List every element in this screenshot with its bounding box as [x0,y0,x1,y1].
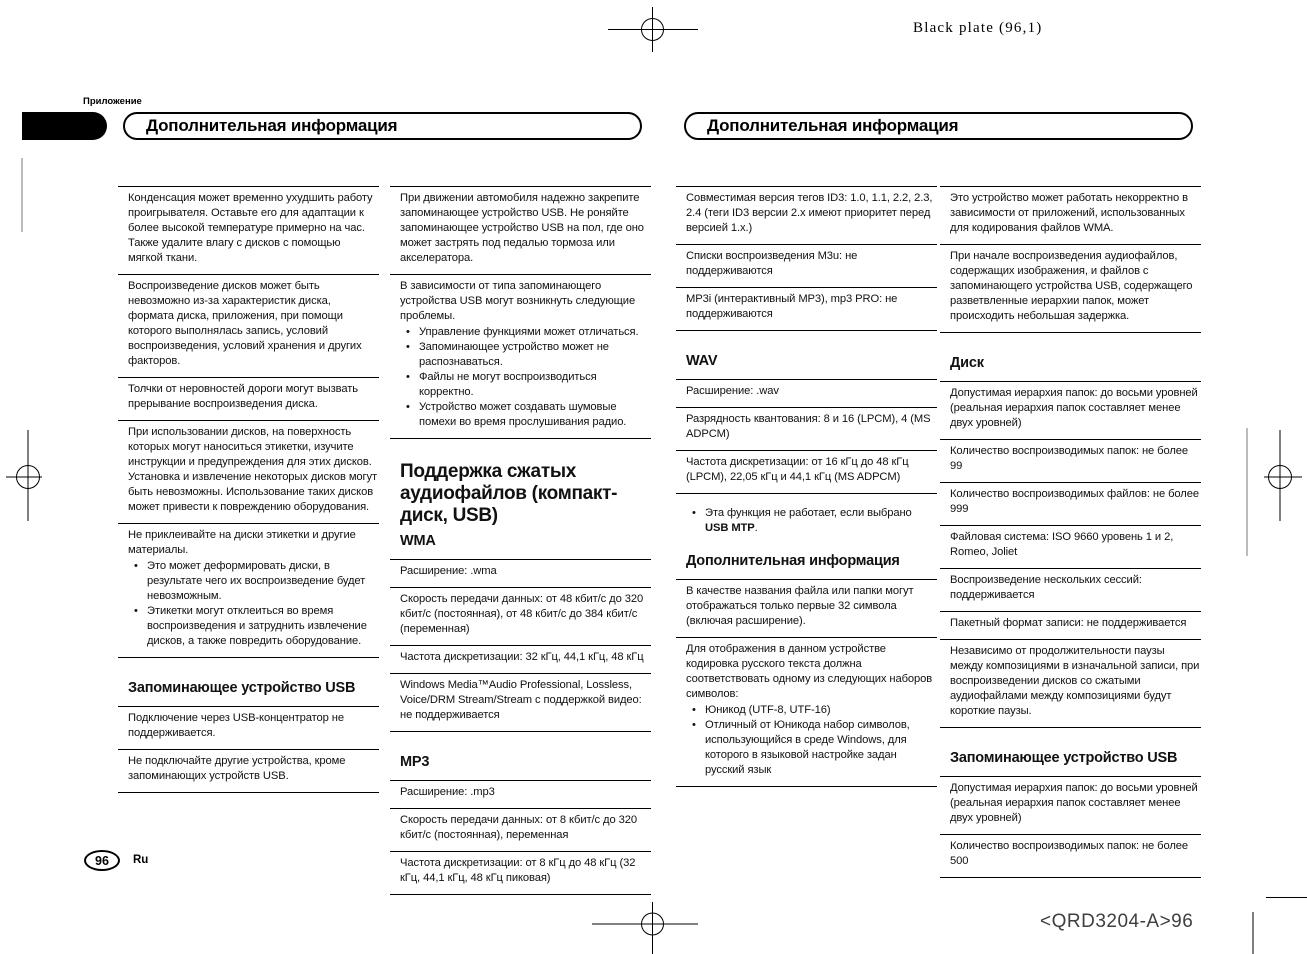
bullet-item: • Запоминающее устройство может не распознаваться. [400,340,650,370]
spec-cell [940,834,1201,878]
plate-note: Black plate (96,1) [913,20,1043,36]
spec-cell [940,639,1201,728]
cell-text: Частота дискретизации: 32 кГц, 44,1 кГц, 48 кГц [400,651,644,663]
note-bullet: • Эта функция не работает, если выбрано USB MTP. [686,506,936,536]
crosshair-bottom-icon [592,902,698,954]
cell-text: Пакетный формат записи: не поддерживается [950,617,1187,629]
cell-text: Файловая система: ISO 9660 уровень 1 и 2, Romeo, Joliet [950,531,1174,558]
cell-text: Не приклеивайте на диски этикетки и другие материалы. [128,529,356,556]
spec-cell [118,749,379,793]
page-number-badge [84,850,120,871]
section-header-right [684,112,1193,140]
cell-text: Толчки от неровностей дороги могут вызвать прерывание воспроизведения диска. [128,383,358,410]
bullet-item: • Юникод (UTF-8, UTF-16) [686,703,936,718]
spec-cell [940,244,1201,333]
cell-text: Расширение: .mp3 [400,786,495,798]
spec-cell [940,525,1201,568]
cell-text: При движении автомобиля надежно закрепите запоминающее устройство USB. Не роняйте запоминающее устройство USB на пол, где оно может застрять под педалью тормоза или акселератора. [400,192,644,264]
cell-text: Скорость передачи данных: от 48 кбит/с до 320 кбит/с (постоянная), от 48 кбит/с до 384 кбит/с (переменная) [400,593,644,635]
sub-heading: Запоминающее устройство USB [950,750,1178,766]
cell-text: Это устройство может работать некорректно в зависимости от приложений, использованных для кодирования файлов WMA. [950,192,1188,234]
bullet-item: • Управление функциями может отличаться. [400,325,650,340]
spec-cell [940,568,1201,611]
cell-text: Частота дискретизации: от 8 кГц до 48 кГц (32 кГц, 44,1 кГц, 48 кГц пиковая) [400,857,636,884]
spec-cell [118,274,379,377]
cell-text: Допустимая иерархия папок: до восьми уровней (реальная иерархия папок составляет менее двух уровней) [950,387,1198,429]
spec-cell [390,673,651,732]
cell-text: Воспроизведение нескольких сессий: поддерживается [950,574,1142,601]
cell-text: В зависимости от типа запоминающего устройства USB могут возникнуть следующие проблемы. [400,280,636,322]
cell-text: Воспроизведение дисков может быть невозможно из-за характеристик диска, формата диска, приложения, при помощи которого выполнялась запись, условий воспроизведения, условий хранения и других факторов. [128,280,362,367]
bullet-item: • Устройство может создавать шумовые помехи во время прослушивания радио. [400,400,650,430]
bullet-item: • Это может деформировать диски, в результате чего их воспроизведение будет невозможным. [128,559,378,604]
spec-cell [390,274,651,439]
section-header-left [123,112,642,140]
spec-cell [940,381,1201,439]
bullet-item: • Отличный от Юникода набор символов, использующийся в среде Windows, для которого в языковой настройке задан русский язык [686,718,936,778]
column-3 [676,186,937,787]
column-1 [118,186,379,793]
spec-cell [390,780,651,808]
crosshair-top-icon [608,7,698,52]
spec-cell [390,645,651,673]
cell-text: Независимо от продолжительности паузы между композициями в изначальной записи, при воспроизведении дисков со сжатыми аудиофайлами между композициями будут короткие паузы. [950,645,1200,717]
appendix-tab [22,112,107,140]
cell-text: Windows Media™Audio Professional, Lossless, Voice/DRM Stream/Stream с поддержкой видео: не поддерживается [400,679,642,721]
sub-heading: Диск [950,355,984,371]
spec-cell [940,482,1201,525]
bullet-list [128,559,378,649]
crosshair-right-icon [1264,430,1302,521]
note [676,506,937,536]
spec-cell [676,379,937,407]
spec-cell [940,439,1201,482]
cell-text: Разрядность квантования: 8 и 16 (LPCM), 4 (MS ADPCM) [686,413,931,440]
cell-text: Расширение: .wav [686,385,779,397]
cell-text: Скорость передачи данных: от 8 кбит/с до 320 кбит/с (постоянная), переменная [400,814,637,841]
spec-cell [676,637,937,787]
cell-text: Совместимая версия тегов ID3: 1.0, 1.1, 2.2, 2.3, 2.4 (теги ID3 версии 2.x имеют приоритет перед версией 1.x.) [686,192,933,234]
cell-text: Подключение через USB-концентратор не поддерживается. [128,712,344,739]
spec-cell [676,407,937,450]
section-header-left-text: Дополнительная информация [146,116,398,135]
column-4 [940,186,1201,878]
cell-text: В качестве названия файла или папки могут отображаться только первые 32 символа (включая расширение). [686,585,914,627]
cell-text: Количество воспроизводимых папок: не более 500 [950,840,1189,867]
cell-text: Списки воспроизведения M3u: не поддерживаются [686,250,858,277]
spec-cell [940,611,1201,639]
spec-cell [676,244,937,287]
bullet-item: • Этикетки могут отклеиться во время воспроизведения и затруднить извлечение дисков, а также повредить оборудование. [128,604,378,649]
spec-cell [118,706,379,749]
cell-text: Количество воспроизводимых папок: не более 99 [950,445,1189,472]
cell-text: Расширение: .wma [400,565,497,577]
cell-text: MP3i (интерактивный MP3), mp3 PRO: не поддерживаются [686,293,898,320]
spec-cell [676,287,937,331]
spec-cell [390,851,651,895]
spec-cell [118,523,379,658]
appendix-tab-label: Приложение [83,96,142,107]
sub-heading: WAV [686,353,718,369]
cell-text: Конденсация может временно ухудшить работу проигрывателя. Оставьте его для адаптации к более высокой температуре примерно на час. Также удалите влагу с дисков с помощью мягкой ткани. [128,192,373,264]
crosshair-left-icon [6,430,42,521]
section-header-right-text: Дополнительная информация [707,116,959,135]
plate-code: <QRD3204-A>96 [1040,911,1194,932]
corner-marks [1253,898,1307,954]
spec-cell [676,450,937,494]
sub-heading: Дополнительная информация [686,553,900,569]
spec-cell [940,776,1201,834]
cell-text: Частота дискретизации: от 16 кГц до 48 кГц (LPCM), 22,05 кГц и 44,1 кГц (MS ADPCM) [686,456,909,483]
spec-cell [390,808,651,851]
cell-text: Количество воспроизводимых файлов: не более 999 [950,488,1199,515]
sub-heading: WMA [400,533,436,549]
spec-cell [676,186,937,244]
spec-cell [940,186,1201,244]
bullet-list [400,325,650,430]
spec-cell [118,420,379,523]
bullet-item: • Файлы не могут воспроизводиться корректно. [400,370,650,400]
spec-cell [676,579,937,637]
spec-cell [118,377,379,420]
spec-cell [390,587,651,645]
cell-text: Допустимая иерархия папок: до восьми уровней (реальная иерархия папок составляет менее двух уровней) [950,782,1198,824]
spec-cell [390,559,651,587]
cell-text: При начале воспроизведения аудиофайлов, содержащих изображения, и файлов с запоминающего устройства USB, содержащего разветвленные иерархии папок, может происходить небольшая задержка. [950,250,1193,322]
sub-heading: MP3 [400,754,430,770]
spec-cell [118,186,379,274]
page-language: Ru [133,854,149,866]
column-2 [390,186,651,895]
cell-text: Для отображения в данном устройстве кодировка русского текста должна соответствовать одному из следующих наборов символов: [686,643,933,700]
cell-text: Не подключайте другие устройства, кроме запоминающих устройств USB. [128,755,346,782]
page-number: 96 [95,853,109,868]
cell-text: При использовании дисков, на поверхность которых могут наноситься этикетки, изучите инструкции и предупреждения для этих дисков. Установка и извлечение некоторых дисков могут быть невозможны. Использование таких дисков может привести к повреждению оборудования. [128,426,378,513]
section-heading: Поддержка сжатых аудиофайлов (компакт-диск, USB) [400,461,618,526]
bullet-list [686,703,936,778]
sub-heading: Запоминающее устройство USB [128,680,356,696]
spec-cell [390,186,651,274]
